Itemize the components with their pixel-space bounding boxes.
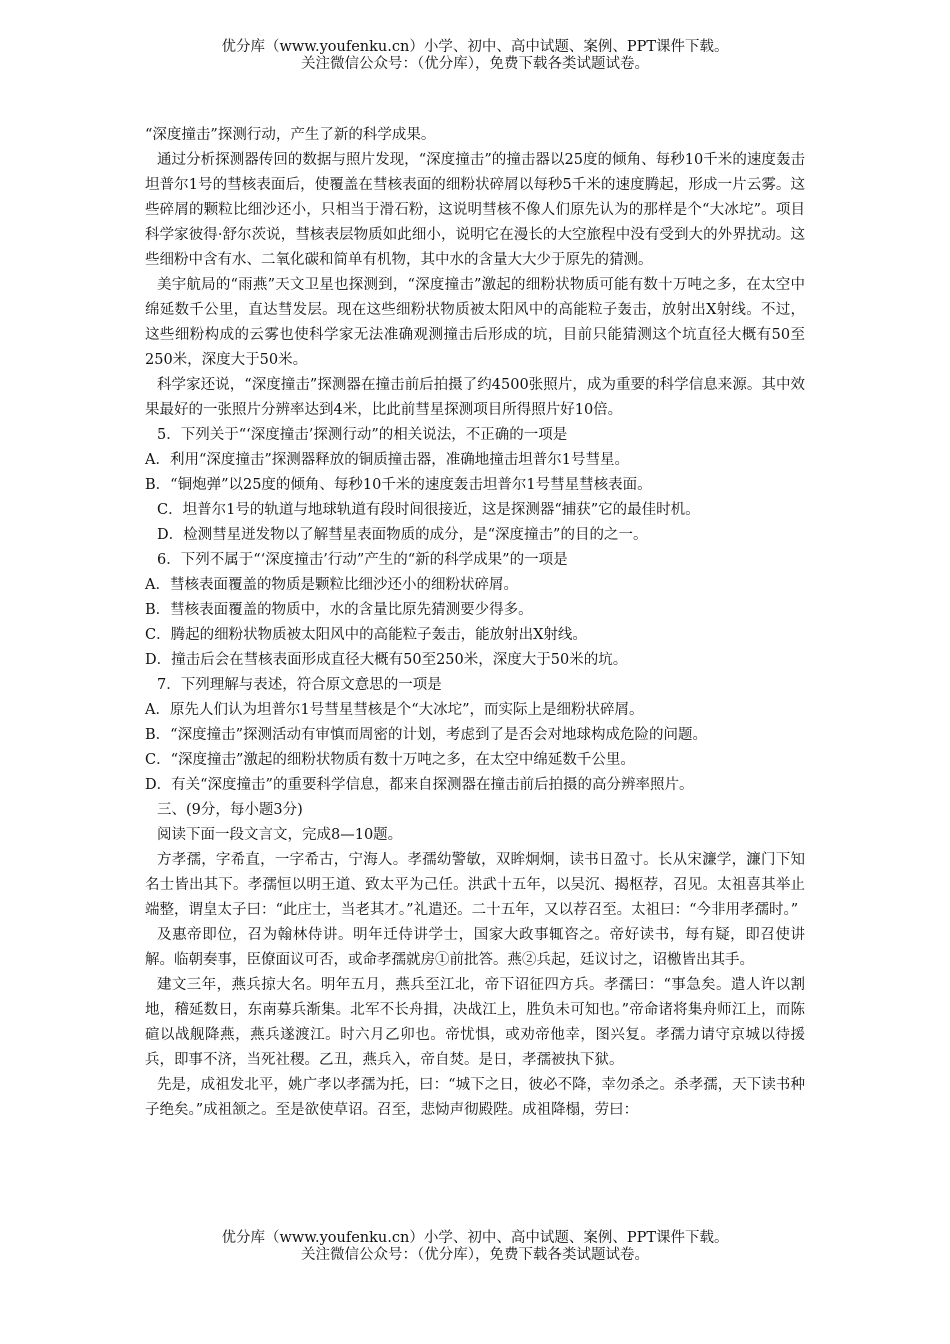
header-line-2: 关注微信公众号：（优分库），免费下载各类试题试卷。: [301, 56, 649, 72]
question-6-stem: 6．下列不属于“‘深度撞击’行动”产生的“新的科学成果”的一项是: [157, 552, 568, 568]
question-7-option-c: C．“深度撞击”激起的细粉状物质有数十万吨之多，在太空中绵延数千公里。: [145, 752, 635, 768]
document-body: [145, 123, 805, 1123]
passage-paragraph: 科学家还说，“深度撞击”探测器在撞击前后拍摄了约4500张照片，成为重要的科学信息来源。其中效果最好的一张照片分辨率达到4米，比此前彗星探测项目所得照片好10倍。: [145, 377, 805, 418]
question-6-option-d: D．撞击后会在彗核表面形成直径大概有50至250米，深度大于50米的坑。: [145, 652, 628, 668]
question-5-option-a: A．利用“深度撞击”探测器释放的铜质撞击器，准确地撞击坦普尔1号彗星。: [145, 452, 630, 468]
footer-line-1: 优分库（www.youfenku.cn）小学、初中、高中试题、案例、PPT课件下载。: [221, 1230, 729, 1246]
passage-paragraph: 通过分析探测器传回的数据与照片发现，“深度撞击”的撞击器以25度的倾角、每秒10千米的速度轰击坦普尔1号的彗核表面后，使覆盖在彗核表面的细粉状碎屑以每秒5千米的速度腾起，形成一片云雾。这些碎屑的颗粒比细沙还小，只相当于滑石粉，这说明彗核不像人们原先认为的那样是个“大冰坨”。项目科学家彼得·舒尔茨说，彗核表层物质如此细小，说明它在漫长的大空旅程中没有受到大的外界扰动。这些细粉中含有水、二氧化碳和简单有机物，其中水的含量大大少于原先的猜测。: [145, 152, 805, 268]
classical-text-paragraph: 及惠帝即位，召为翰林侍讲。明年迁侍讲学士，国家大政事辄咨之。帝好读书，每有疑，即召使讲解。临朝奏事，臣僚面议可否，或命孝孺就房①前批答。燕②兵起，廷议讨之，诏檄皆出其手。: [145, 927, 805, 968]
header-line-1: 优分库（www.youfenku.cn）小学、初中、高中试题、案例、PPT课件下载。: [221, 39, 729, 55]
question-7-option-b: B．“深度撞击”探测活动有审慎而周密的计划，考虑到了是否会对地球构成危险的问题。: [145, 727, 707, 743]
question-5-option-b: B．“铜炮弹”以25度的倾角、每秒10千米的速度轰击坦普尔1号彗星彗核表面。: [145, 477, 652, 493]
classical-text-paragraph: 先是，成祖发北平，姚广孝以孝孺为托，曰：“城下之日，彼必不降，幸勿杀之。杀孝孺，天下读书种子绝矣。”成祖颔之。至是欲使草诏。召至，悲恸声彻殿陛。成祖降榻，劳曰：: [145, 1077, 805, 1118]
question-5-stem: 5．下列关于“‘深度撞击’探测行动”的相关说法，不正确的一项是: [157, 427, 568, 443]
question-6-option-a: A．彗核表面覆盖的物质是颗粒比细沙还小的细粉状碎屑。: [145, 577, 518, 593]
passage-paragraph: 美宇航局的“雨燕”天文卫星也探测到，“深度撞击”激起的细粉状物质可能有数十万吨之多，在太空中绵延数千公里，直达彗发层。现在这些细粉状物质被太阳风中的高能粒子轰击，放射出X射线。不过，这些细粉构成的云雾也使科学家无法准确观测撞击后形成的坑，目前只能猜测这个坑直径大概有50至250米，深度大于50米。: [145, 277, 805, 368]
question-6-option-c: C．腾起的细粉状物质被太阳风中的高能粒子轰击，能放射出X射线。: [145, 627, 587, 643]
question-6-option-b: B．彗核表面覆盖的物质中，水的含量比原先猜测要少得多。: [145, 602, 533, 618]
question-5-option-c: C．坦普尔1号的轨道与地球轨道有段时间很接近，这是探测器“捕获”它的最佳时机。: [157, 502, 700, 518]
section-3-heading: 三、(9分，每小题3分): [157, 802, 303, 818]
footer-line-2: 关注微信公众号：（优分库），免费下载各类试题试卷。: [301, 1247, 649, 1263]
section-3-instruction: 阅读下面一段文言文，完成8—10题。: [157, 827, 403, 843]
page-header: [0, 39, 950, 73]
question-7-option-d: D．有关“深度撞击”的重要科学信息，都来自探测器在撞击前后拍摄的高分辨率照片。: [145, 777, 694, 793]
question-5-option-d: D．检测彗星迸发物以了解彗星表面物质的成分，是“深度撞击”的目的之一。: [157, 527, 648, 543]
classical-text-paragraph: 建文三年，燕兵掠大名。明年五月，燕兵至江北，帝下诏征四方兵。孝孺曰：“事急矣。遣人许以割地，稽延数日，东南募兵渐集。北军不长舟揖，决战江上，胜负未可知也。”帝命诸将集舟师江上，而陈碹以战舰降燕，燕兵遂渡江。时六月乙卯也。帝忧惧，或劝帝他幸，图兴复。孝孺力请守京城以待援兵，即事不济，当死社稷。乙丑，燕兵入，帝自焚。是日，孝孺被执下狱。: [145, 977, 805, 1068]
classical-text-paragraph: 方孝孺，字希直，一字希古，宁海人。孝孺幼警敏，双眸炯炯，读书日盈寸。长从宋濂学，濂门下知名士皆出其下。孝孺恒以明王道、致太平为己任。洪武十五年，以吴沉、揭枢荐，召见。太祖喜其举止端整，谓皇太子曰：“此庄士，当老其才。”礼遣还。二十五年，又以荐召至。太祖曰：“今非用孝孺时。”: [145, 852, 805, 918]
question-7-stem: 7．下列理解与表述，符合原文意思的一项是: [157, 677, 442, 693]
question-7-option-a: A．原先人们认为坦普尔1号彗星彗核是个“大冰坨”，而实际上是细粉状碎屑。: [145, 702, 644, 718]
page-footer: [0, 1230, 950, 1264]
passage-paragraph: “深度撞击”探测行动，产生了新的科学成果。: [145, 127, 436, 143]
